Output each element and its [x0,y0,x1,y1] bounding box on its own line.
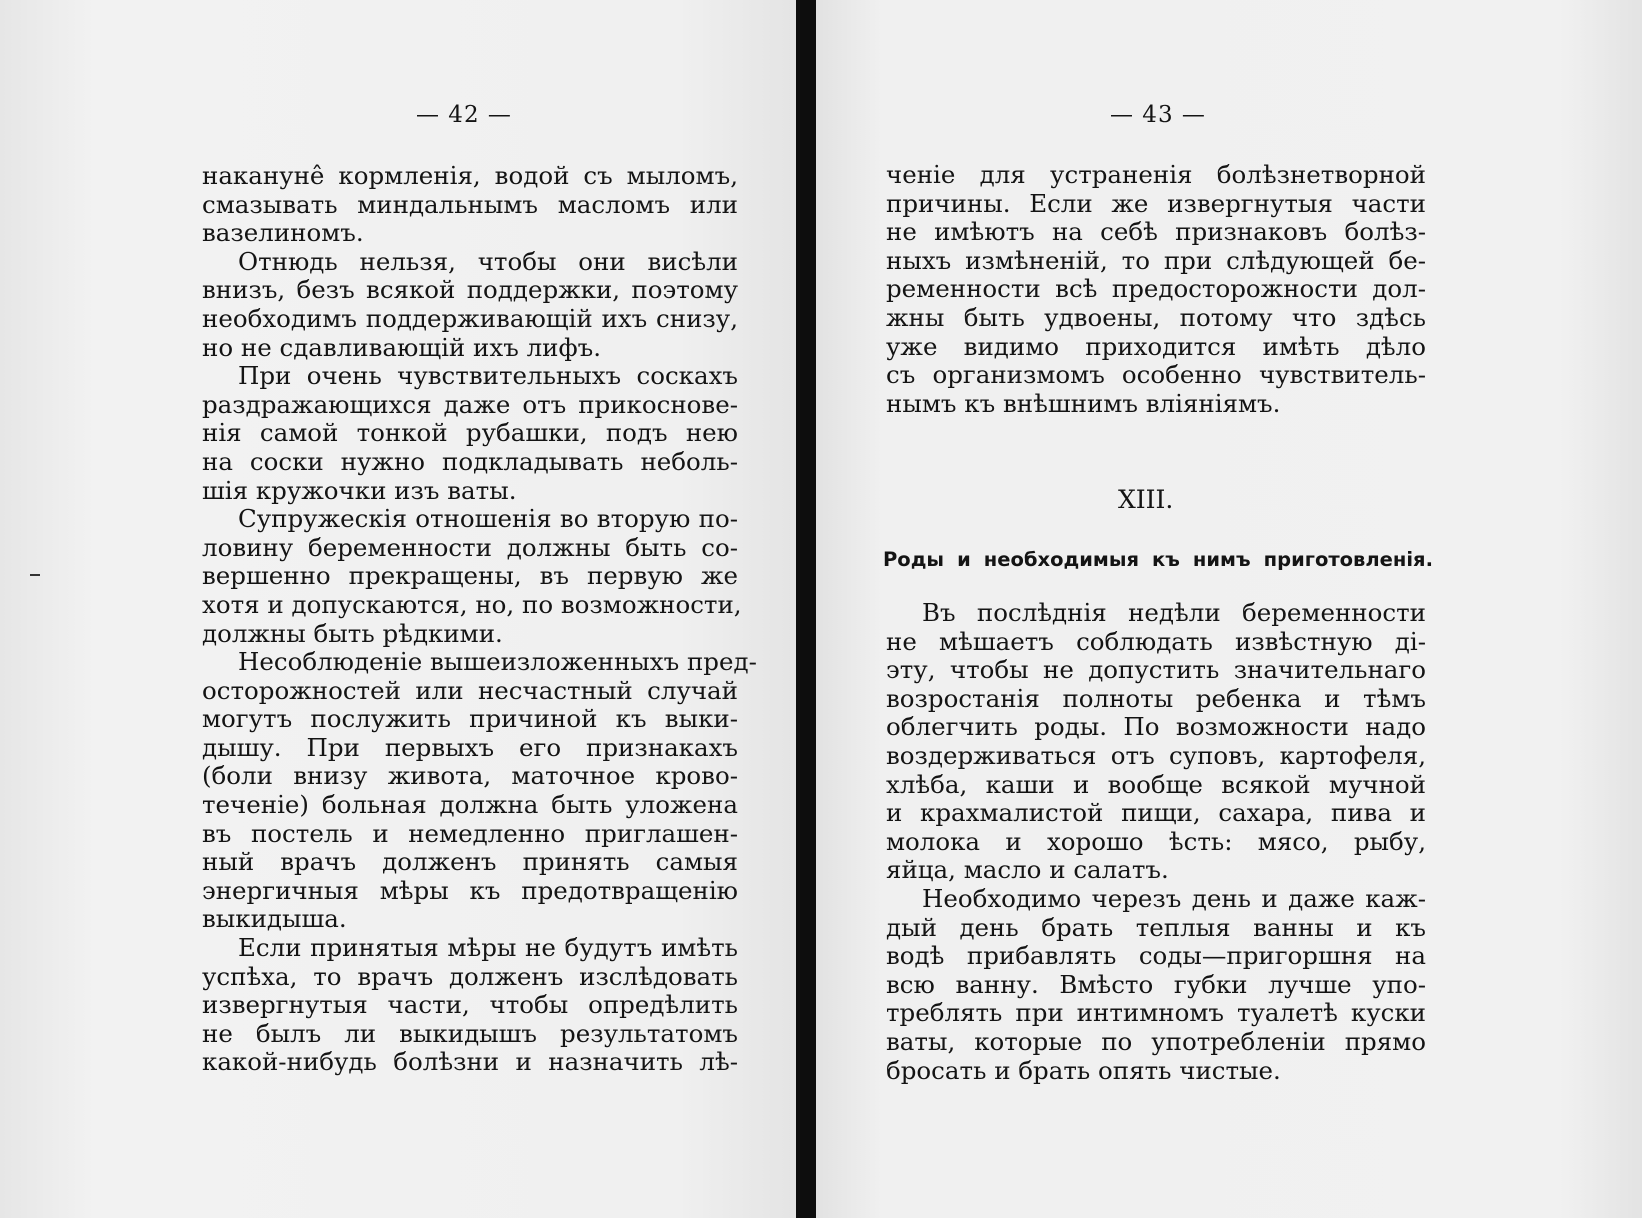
text-line: не имѣютъ на себѣ признаковъ болѣз- [886,217,1426,247]
text-line: воздерживаться отъ суповъ, картофеля, [886,740,1426,770]
text-line: дый день брать теплыя ванны и къ [886,912,1426,942]
right-page-text-bottom [886,599,1426,1085]
page-number-left: — 42 — [416,102,512,128]
text-line: хотя и допускаются, но, по возможности, [202,589,742,619]
book-gutter [796,0,816,1218]
page-number-right: — 43 — [1110,102,1206,128]
text-line: уже видимо приходится имѣть дѣло [886,331,1426,361]
text-line: теченіе) больная должна быть уложена [202,790,738,820]
text-line: треблять при интимномъ туалетѣ куски [886,998,1426,1028]
text-line: ный врачъ долженъ принять самыя [202,847,738,877]
text-line: на соски нужно подкладывать неболь- [202,446,738,476]
text-line: раздражающихся даже отъ прикосновe- [202,389,738,419]
text-line: причины. Если же извергнутыя части [886,188,1426,218]
text-line: и крахмалистой пищи, сахара, пива и [886,798,1426,828]
text-line: накануне̂ кормленія, водой съ мыломъ, [202,161,738,190]
text-line: нымъ къ внѣшнимъ вліяніямъ. [886,388,1281,418]
chapter-number: XIII. [1118,485,1174,514]
text-line: ныхъ измѣненій, то при слѣдующей бе- [886,245,1426,275]
text-line: облегчить роды. По возможности надо [886,712,1426,742]
text-line: ченіе для устраненія болѣзнетворной [886,160,1426,189]
text-line: Отнюдь нельзя, чтобы они висѣли [238,246,738,276]
text-line: ловину беременности должны быть со- [202,532,738,562]
text-line: извергнутыя части, чтобы опредѣлить [202,990,738,1020]
text-line: необходимъ поддерживающій ихъ снизу, [202,303,738,333]
text-line: осторожностей или несчастный случай [202,675,738,705]
right-page [816,0,1642,1218]
text-line: успѣха, то врачъ долженъ изслѣдовать [202,961,738,991]
text-line: Несоблюденіе вышеизложенныхъ пред- [238,647,757,677]
text-line: возростанія полноты ребенка и тѣмъ [886,683,1426,713]
text-line: какой-нибудь болѣзни и назначить лѣ- [202,1047,738,1077]
text-line: жны быть удвоены, потому что здѣсь [886,302,1426,332]
text-line: не былъ ли выкидышъ результатомъ [202,1018,738,1048]
text-line: выкидыша. [202,904,347,934]
text-line: ременности всѣ предосторожности дол- [886,274,1426,304]
text-line: Супружескія отношенія во вторую по- [238,504,738,534]
left-page [0,0,796,1218]
text-line: (боли внизу живота, маточное крово- [202,761,738,791]
text-line: въ постель и немедленно приглашен- [202,818,738,848]
text-line: но не сдавливающій ихъ лифъ. [202,332,602,362]
text-line: смазывать миндальнымъ масломъ или [202,189,738,219]
text-line: ваты, которые по употребленіи прямо [886,1026,1426,1056]
edge-mark [30,574,40,576]
text-line: При очень чувствительныхъ соскахъ [238,361,738,391]
text-line: съ организмомъ особенно чувствитель- [886,360,1426,390]
text-line: Необходимо черезъ день и даже каж- [922,883,1426,913]
text-line: водѣ прибавлять соды—пригоршня на [886,941,1426,971]
right-page-text-top [886,161,1426,418]
text-line: внизъ, безъ всякой поддержки, поэтому [202,275,738,305]
left-page-text [202,161,757,1077]
text-line: вершенно прекращены, въ первую же [202,561,738,591]
text-line: шія кружочки изъ ваты. [202,475,517,505]
text-line: энергичныя мѣры къ предотвращенію [202,875,738,905]
text-line: эту, чтобы не допустить значительнаго [886,655,1426,685]
text-line: яйца, масло и салатъ. [886,855,1169,885]
text-line: всю ванну. Вмѣсто губки лучше упо- [886,969,1426,999]
text-line: Если принятыя мѣры не будутъ имѣть [238,933,738,963]
text-line: Въ послѣднія недѣли беременности [922,598,1426,627]
text-line: вазелиномъ. [202,218,364,248]
text-line: бросать и брать опять чистые. [886,1055,1281,1085]
chapter-title: Роды и необходимыя къ нимъ приготовленія. [883,548,1433,571]
text-line: нія самой тонкой рубашки, подъ нею [202,418,738,448]
text-line: должны быть рѣдкими. [202,618,503,648]
text-line: молока и хорошо ѣсть: мясо, рыбу, [886,826,1426,856]
text-line: дышу. При первыхъ его признакахъ [202,732,738,762]
text-line: не мѣшаетъ соблюдать извѣстную ді- [886,626,1426,656]
text-line: хлѣба, каши и вообще всякой мучной [886,769,1426,799]
text-line: могутъ послужить причиной къ выки- [202,704,738,734]
